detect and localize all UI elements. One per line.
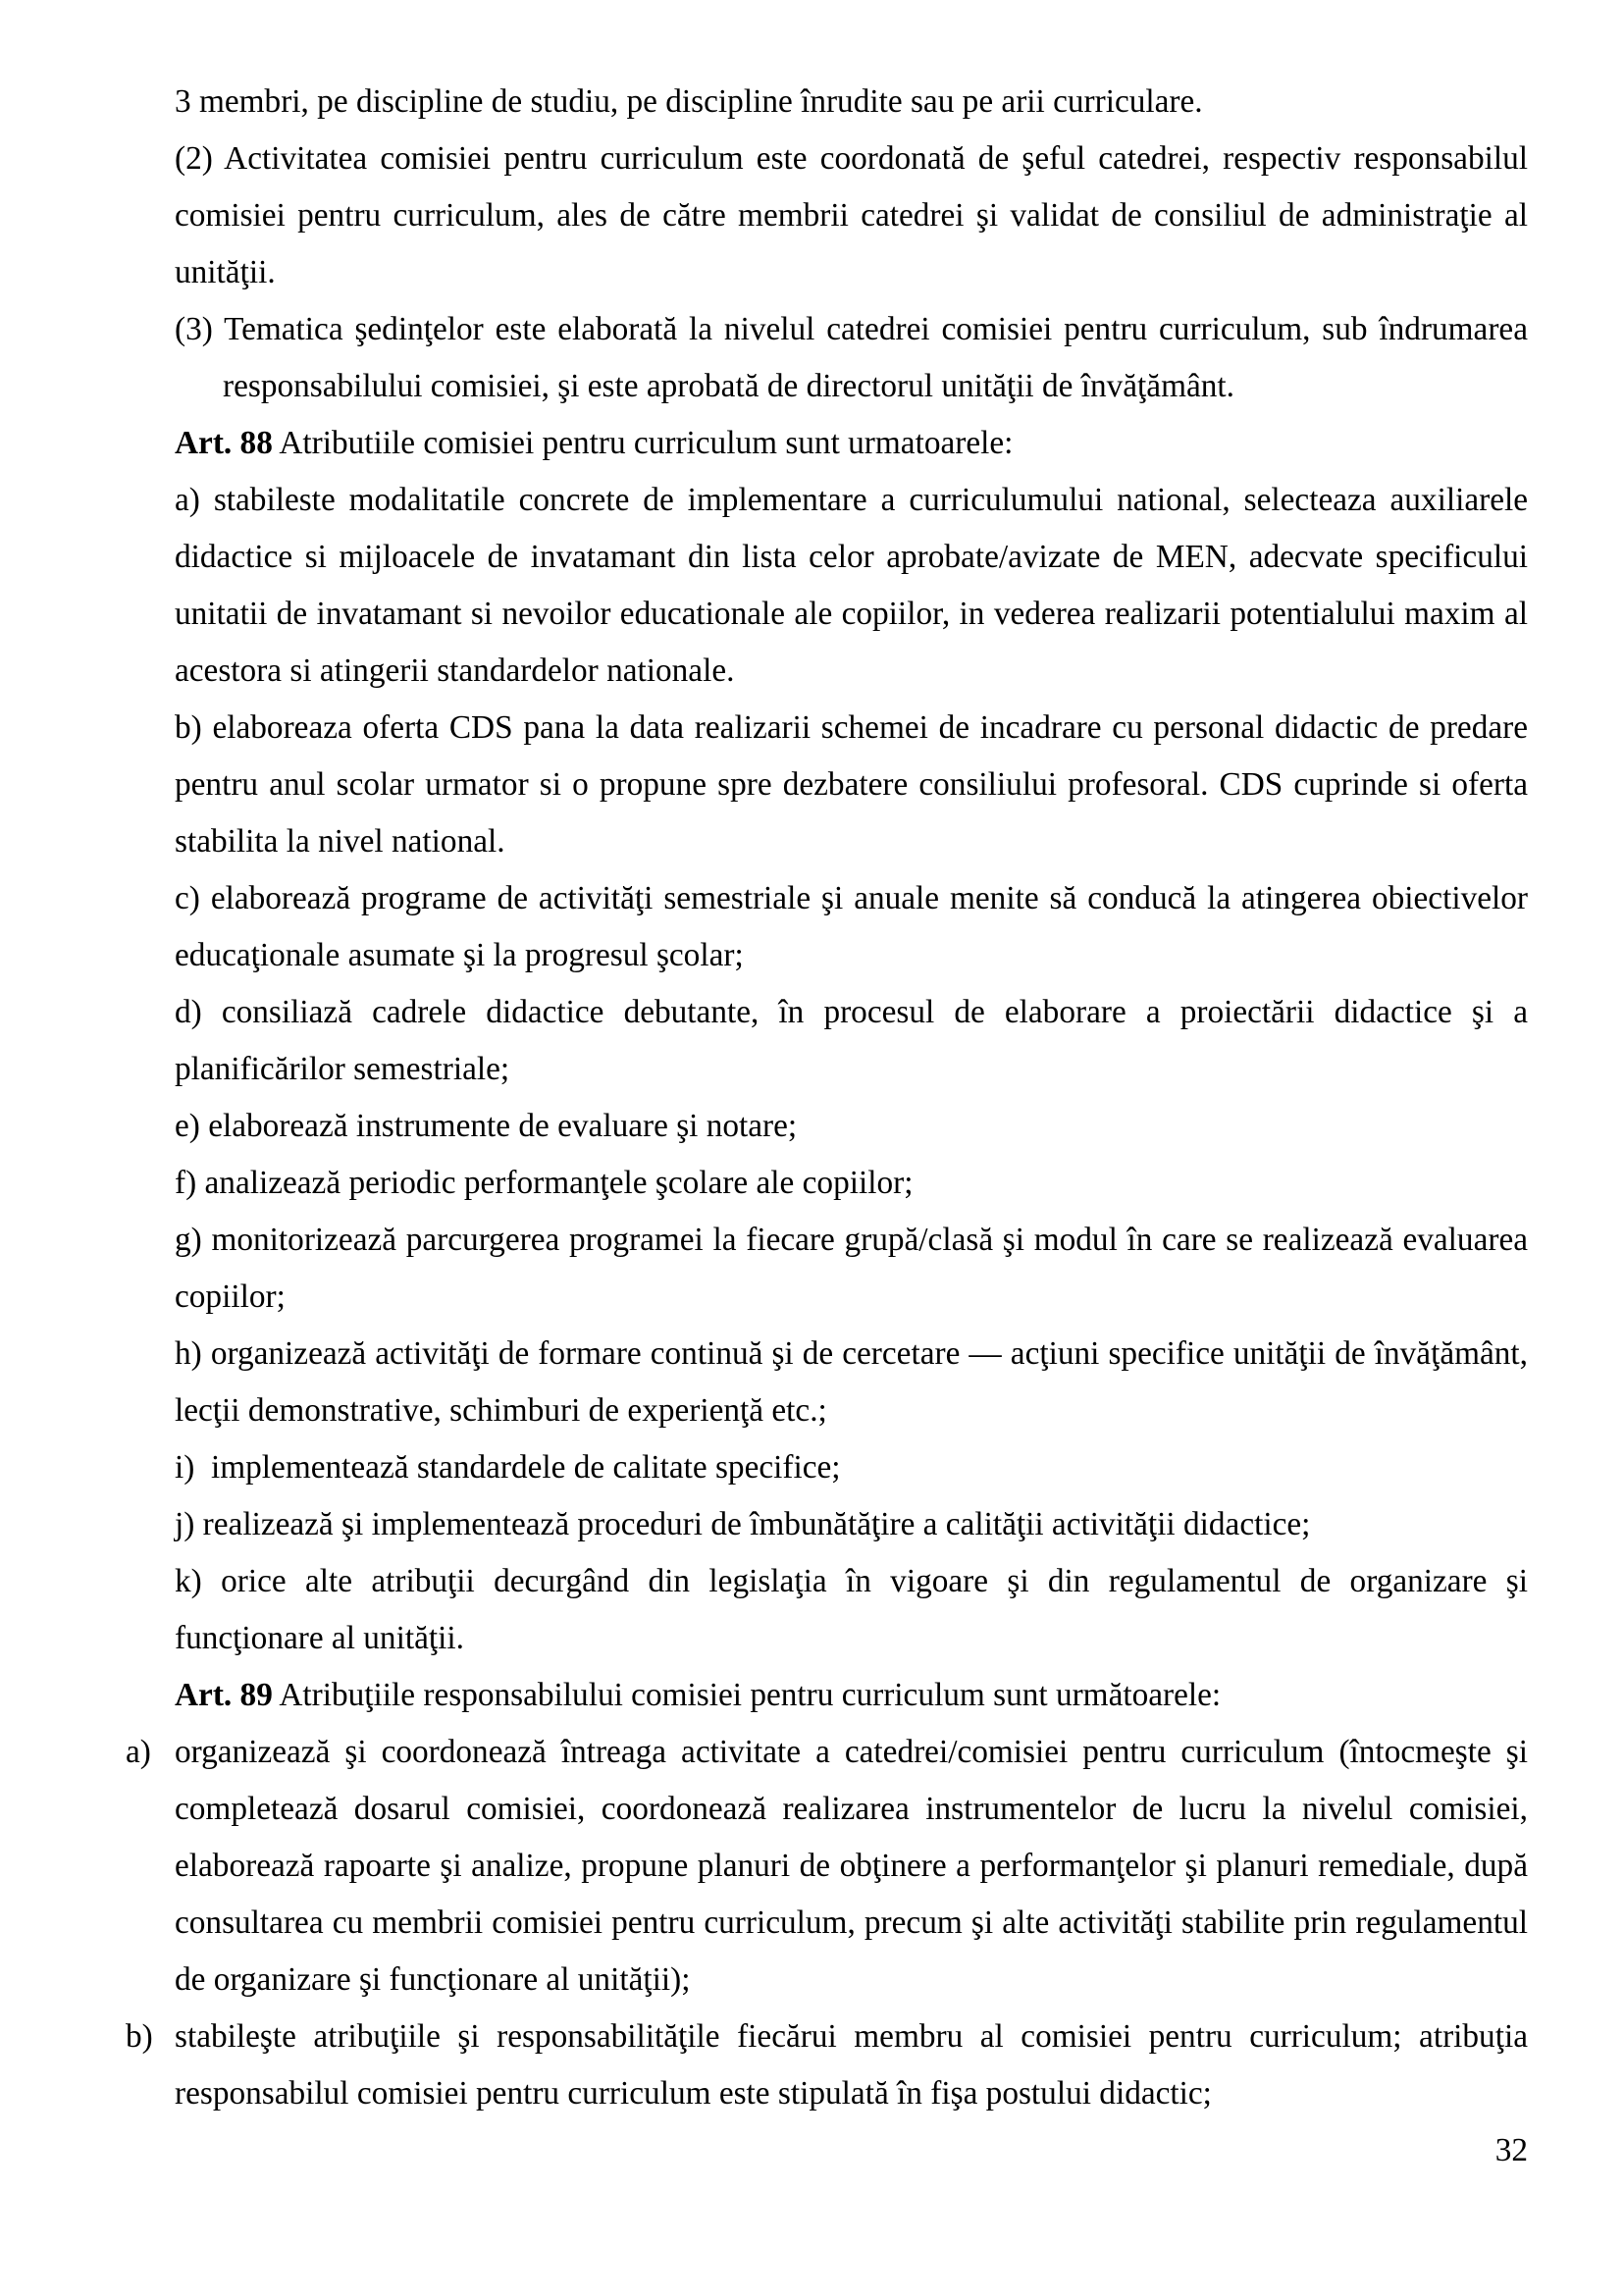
- item-text: elaborează instrumente de evaluare şi notare;: [208, 1108, 798, 1144]
- art-88-item-g: [175, 1212, 1528, 1326]
- art-88-item-h: [175, 1326, 1528, 1439]
- item-text: organizează şi coordonează întreaga activitate a catedrei/comisiei pentru curriculum (întocmeşte şi completează dosarul comisiei, coordonează realizarea instrumentelor de lucru la nivelul comisiei, elaborează rapoarte şi analize, propune planuri de obţinere a performanţelor şi planuri remediale, după consultarea cu membrii comisiei pentru curriculum, precum şi alte activităţi stabilite prin regulamentul de organizare şi funcţionare al unităţii);: [175, 1734, 1528, 1998]
- page-number: 32: [1494, 2132, 1528, 2168]
- paragraph-2: (2) Activitatea comisiei pentru curriculum este coordonată de şeful catedrei, respectiv responsabilul comisiei pentru curriculum, ales de către membrii catedrei şi validat de consiliul de administraţie al unităţii.: [175, 140, 1528, 290]
- item-marker: j): [175, 1506, 195, 1542]
- item-marker: b): [126, 2018, 153, 2055]
- item-marker: e): [175, 1108, 200, 1144]
- paragraph-3: (3) Tematica şedinţelor este elaborată la nivelul catedrei comisiei pentru curriculum, sub îndrumarea responsabilului comisiei, şi este aprobată de directorul unităţii de învăţământ.: [175, 311, 1528, 404]
- item-text: realizează şi implementează proceduri de îmbunătăţire a calităţii activităţii didactice;: [202, 1506, 1311, 1542]
- art-89-heading-text: Atribuţiile responsabilului comisiei pentru curriculum sunt următoarele:: [279, 1677, 1222, 1713]
- item-marker: b): [175, 709, 202, 746]
- item-marker: a): [175, 482, 200, 518]
- item-text: stabileste modalitatile concrete de implementare a curriculumului national, selecteaza auxiliarele didactice si mijloacele de invatamant din lista celor aprobate/avizate de MEN, adecvate specificului unitatii de invatamant si nevoilor educationale ale copiilor, in vederea realizarii potentialului maxim al acestora si atingerii standardelor nationale.: [175, 482, 1528, 689]
- item-marker: d): [175, 994, 202, 1030]
- item-text: elaboreaza oferta CDS pana la data realizarii schemei de incadrare cu personal didactic de predare pentru anul scolar urmator si o propune spre dezbatere consiliului profesoral. CDS cuprinde si oferta stabilita la nivel national.: [175, 709, 1528, 860]
- item-text: orice alte atribuţii decurgând din legislaţia în vigoare şi din regulamentul de organizare şi funcţionare al unităţii.: [175, 1563, 1528, 1656]
- art-89-number: Art. 89: [175, 1677, 273, 1713]
- item-text: elaborează programe de activităţi semestriale şi anuale menite să conducă la atingerea obiectivelor educaţionale asumate şi la progresul şcolar;: [175, 880, 1528, 973]
- art-88-item-j: [175, 1496, 1528, 1553]
- item-text: monitorizează parcurgerea programei la fiecare grupă/clasă şi modul în care se realizează evaluarea copiilor;: [175, 1222, 1529, 1315]
- art-88-item-e: [175, 1098, 1528, 1155]
- paragraph-intro-fragment: 3 membri, pe discipline de studiu, pe discipline înrudite sau pe arii curriculare.: [175, 83, 1203, 120]
- art-89-item-b: [126, 2008, 1528, 2122]
- art-88-heading-text: Atributiile comisiei pentru curriculum sunt urmatoarele:: [279, 425, 1014, 461]
- item-text: consiliază cadrele didactice debutante, în procesul de elaborare a proiectării didactice şi a planificărilor semestriale;: [175, 994, 1528, 1087]
- item-text: analizează periodic performanţele şcolare ale copiilor;: [204, 1165, 914, 1201]
- item-marker: f): [175, 1165, 197, 1201]
- art-88-item-b: [175, 700, 1528, 870]
- art-88-heading: [175, 415, 1528, 472]
- art-88-item-f: [175, 1155, 1528, 1212]
- art-88-item-c: [175, 870, 1528, 984]
- item-text: stabileşte atribuţiile şi responsabilităţile fiecărui membru al comisiei pentru curriculum; atribuţia responsabilul comisiei pentru curriculum este stipulată în fişa postului didactic;: [175, 2018, 1528, 2112]
- art-88-item-a: [175, 472, 1528, 700]
- item-marker: g): [175, 1222, 202, 1258]
- art-88-item-i: [175, 1439, 1528, 1496]
- item-text: organizează activităţi de formare continuă şi de cercetare — acţiuni specifice unităţii de învăţământ, lecţii demonstrative, schimburi de experienţă etc.;: [175, 1335, 1528, 1429]
- item-marker: k): [175, 1563, 202, 1599]
- document-body: [126, 74, 1529, 2179]
- item-marker: a): [126, 1734, 151, 1770]
- art-88-item-d: [175, 984, 1528, 1098]
- item-marker: i): [175, 1449, 195, 1486]
- art-88-item-k: [175, 1553, 1528, 1667]
- art-88-number: Art. 88: [175, 425, 273, 461]
- item-marker: h): [175, 1335, 202, 1372]
- item-text: implementează standardele de calitate specifice;: [202, 1449, 841, 1486]
- item-marker: c): [175, 880, 200, 916]
- art-89-item-a: [126, 1724, 1528, 2008]
- art-89-heading: [175, 1667, 1528, 1724]
